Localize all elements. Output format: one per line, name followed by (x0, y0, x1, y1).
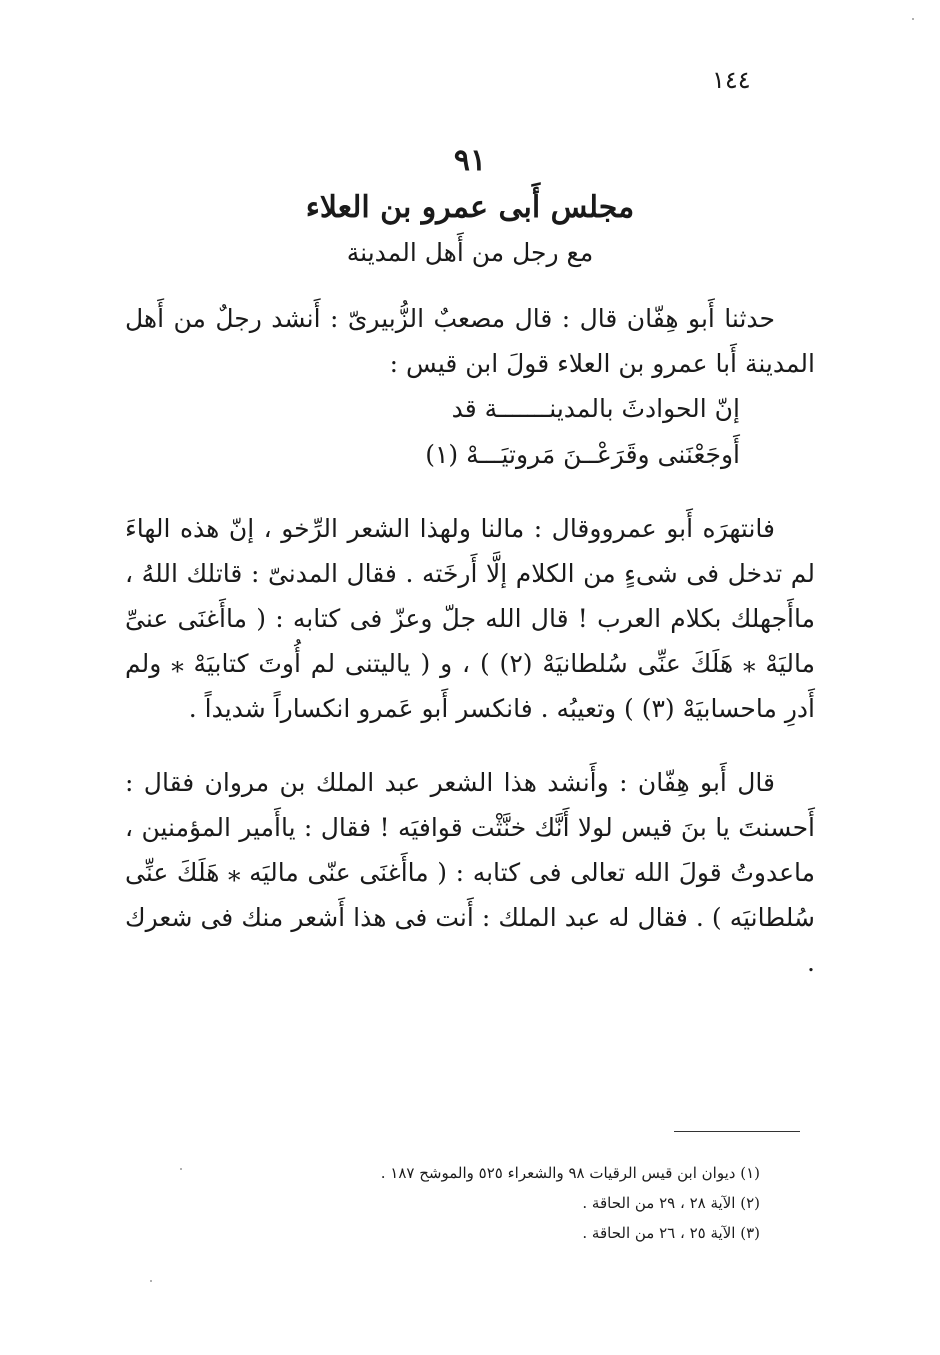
chapter-title: مجلس أَبى عمرو بن العلاء (305, 190, 635, 225)
footnote-1: (١) ديوان ابن قيس الرقيات ٩٨ والشعراء ٥٢٥ والموشح ١٨٧ . (380, 1164, 760, 1182)
chapter-subtitle: مع رجل من أَهل المدينة (346, 238, 594, 267)
section-number: ٩١ (453, 143, 487, 178)
scan-speck (912, 18, 914, 20)
footnotes (300, 1158, 760, 1248)
paragraph-abu-amr-response: فانتهرَه أَبو عمرووقال : مالنا ولهذا الشعر الرِّخو ، إنّ هذه الهاءَ لم تدخل فى شىءٍ من الكلام إلَّا أَرخَته . فقال المدنىّ : قاتلك اللهُ ، ماأَجهلك بكلام العرب ! قال الله جلّ وعزّ فى كتابه : ( ماأَغنَى عنىِّ ماليَهْ ⁎ هَلَكَ عنِّى سُلطانيَهْ (٢) ) ، و ( ياليتنى لم أُوتَ كتابيَهْ ⁎ ولم أَدرِ ماحسابيَهْ (٣) ) وتعيبُه . فانكسر أَبو عَمرو انكساراً شديداً . (125, 514, 815, 723)
footnote-3: (٣) الآية ٢٥ ، ٢٦ من الحاقة . (582, 1224, 760, 1242)
verse-line-2: أَوجَعْنَنى وقَرَعْــنَ مَروتيَـــهْ (١) (425, 440, 740, 469)
paragraph-abd-al-malik: قال أَبو هِفّان : وأَنشد هذا الشعر عبد الملك بن مروان فقال : أَحسنتَ يا بنَ قيس لولا أَنَّك خنَّثْت قوافيَه ! فقال : ياأَمير المؤمنين ، ماعدوتُ قولَ الله تعالى فى كتابه : ( ماأَغنَى عنّى ماليَه ⁎ هَلَكَ عنِّى سُلطانيَه ) . فقال له عبد الملك : أَنت فى هذا أَشعر منك فى شعرك . (125, 768, 815, 977)
scan-speck (180, 1168, 182, 1170)
verse-line-1: إنّ الحوادثَ بالمدينـــــــة قد (451, 394, 740, 423)
page-number: ١٤٤ (712, 66, 751, 94)
scan-speck (150, 1280, 152, 1282)
footnote-2: (٢) الآية ٢٨ ، ٢٩ من الحاقة . (582, 1194, 760, 1212)
footnote-divider (674, 1131, 800, 1132)
paragraph-intro: حدثنا أَبو هِفّان قال : قال مصعبٌ الزُّبيرىّ : أَنشد رجلٌ من أَهل المدينة أَبا عمرو بن العلاء قولَ ابن قيس : (125, 304, 815, 378)
